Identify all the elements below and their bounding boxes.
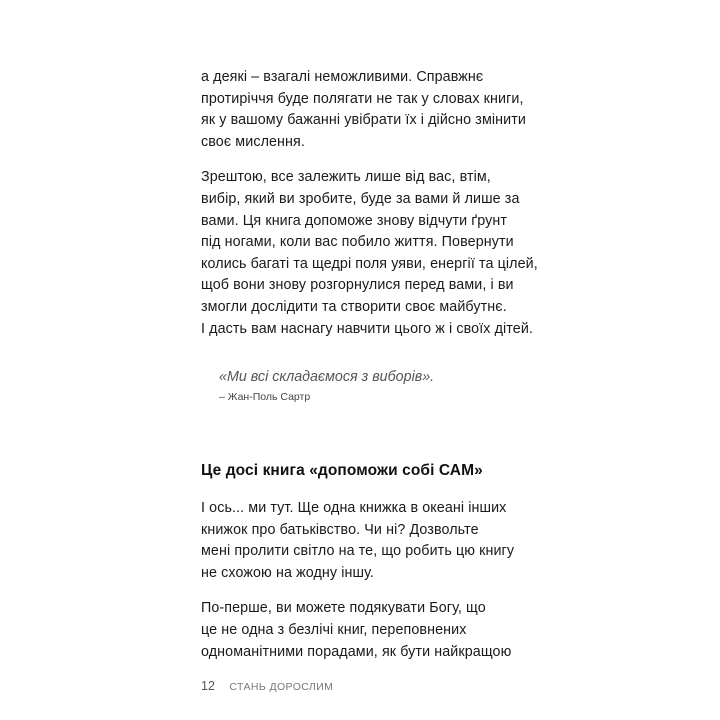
text-line: колись багаті та щедрі поля уяви, енергії та цілей, (201, 255, 538, 272)
text-line: вибір, який ви зробите, буде за вами й лише за (201, 190, 520, 207)
text-line: мені пролити світло на те, що робить цю книгу (201, 543, 515, 560)
running-title: СТАНЬ ДОРОСЛИМ (229, 681, 334, 693)
text-line: І дасть вам наснагу навчити цього ж і своїх дітей. (201, 320, 533, 337)
quote-text: «Ми всі складаємося з виборів». (219, 369, 435, 385)
epigraph-quote (219, 367, 519, 404)
paragraph-4 (201, 598, 541, 663)
text-block-top (201, 67, 541, 340)
section-heading: Це досі книга «допоможи собі САМ» (201, 462, 483, 479)
text-line: як у вашому бажанні увібрати їх і дійсно змінити (201, 112, 526, 129)
paragraph-3 (201, 498, 541, 584)
page-number: 12 (201, 679, 215, 693)
text-line: це не одна з безлічі книг, переповнених (201, 621, 467, 638)
text-line: Зрештою, все залежить лише від вас, втім, (201, 169, 491, 186)
text-line: а деякі – взагалі неможливими. Справжнє (201, 69, 484, 85)
page-footer (201, 677, 333, 695)
text-line: своє мислення. (201, 133, 305, 150)
text-line: під ногами, коли вас побило життя. Повернути (201, 234, 514, 251)
text-line: вами. Ця книга допоможе знову відчути ґрунт (201, 212, 508, 229)
text-line: не схожою на жодну іншу. (201, 564, 374, 581)
text-line: книжок про батьківство. Чи ні? Дозвольте (201, 521, 479, 538)
text-line: По-перше, ви можете подякувати Богу, що (201, 600, 486, 617)
text-block-bottom (201, 498, 541, 663)
paragraph-2 (201, 167, 541, 340)
paragraph-1 (201, 67, 541, 153)
text-line: одноманітними порадами, як бути найкращою (201, 643, 512, 660)
text-line: змогли дослідити та створити своє майбутнє. (201, 298, 507, 315)
text-line: І ось... ми тут. Ще одна книжка в океані інших (201, 500, 507, 516)
quote-author: – Жан-Поль Сартр (219, 391, 311, 403)
text-line: щоб вони знову розгорнулися перед вами, і ви (201, 277, 514, 294)
text-line: протиріччя буде полягати не так у словах книги, (201, 90, 524, 107)
